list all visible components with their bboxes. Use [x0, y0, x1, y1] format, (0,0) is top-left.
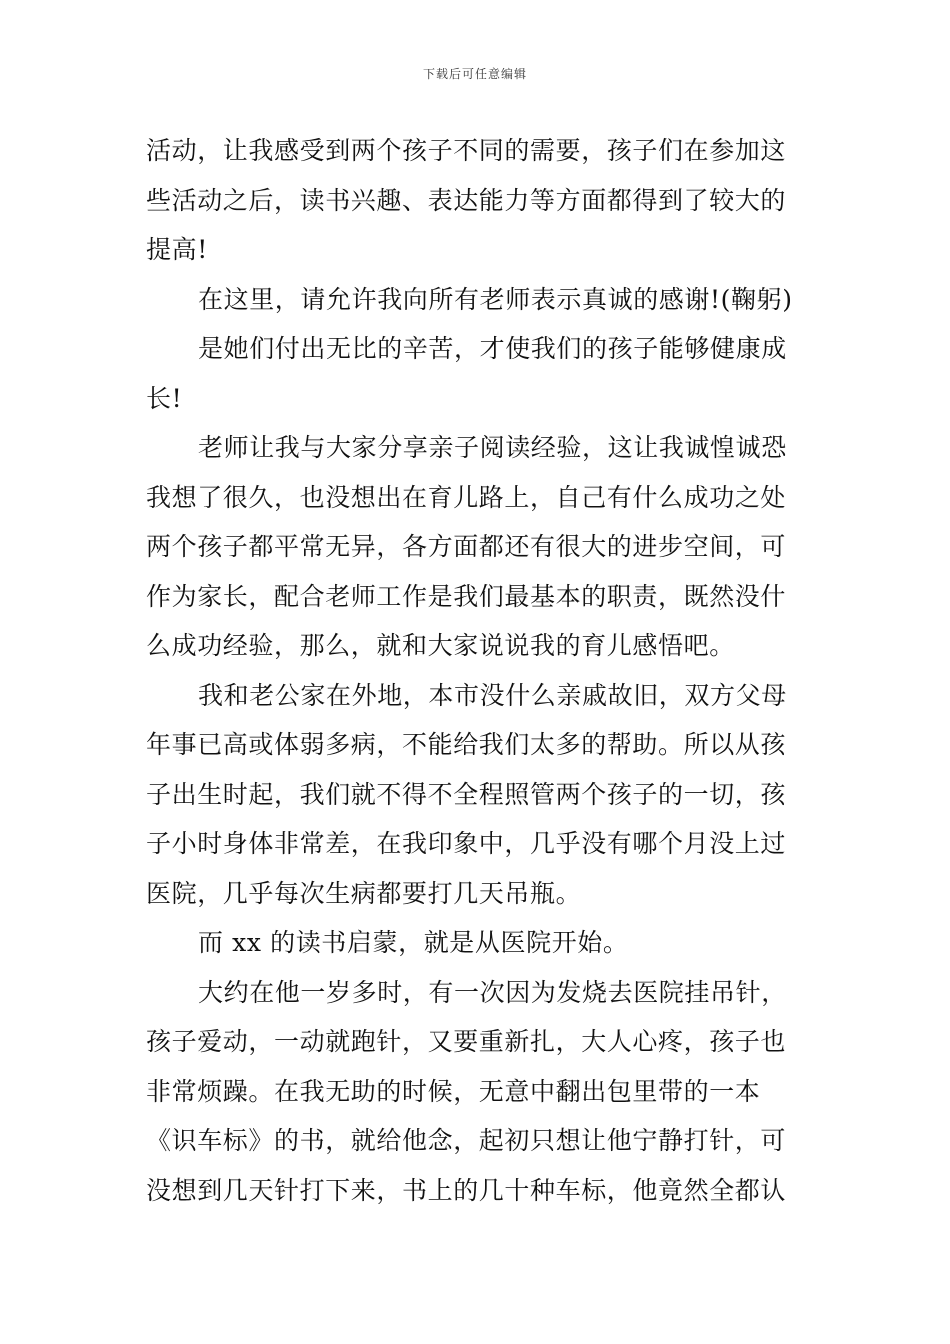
text-line: 医院，几乎每次生病都要打几天吊瓶。 — [146, 878, 582, 908]
document-body — [146, 126, 816, 1215]
paragraph-first-line: 大约在他一岁多时，有一次因为发烧去医院挂吊针， — [198, 977, 787, 1007]
text-line: 子小时身体非常差，在我印象中，几乎没有哪个月没上过 — [146, 829, 787, 858]
paragraph-first-line: 在这里，请允许我向所有老师表示真诚的感谢!(鞠躬) — [198, 284, 793, 314]
paragraph-first-line: 是她们付出无比的辛苦，才使我们的孩子能够健康成 — [198, 334, 787, 363]
text-line: 两个孩子都平常无异，各方面都还有很大的进步空间，可 — [146, 532, 787, 561]
text-line: 我想了很久，也没想出在育儿路上，自己有什么成功之处 — [146, 482, 787, 512]
page-header-note: 下载后可任意编辑 — [422, 67, 527, 81]
text-line: 么成功经验，那么，就和大家说说我的育儿感悟吧。 — [146, 631, 735, 660]
text-line: 提高! — [146, 235, 208, 264]
text-line: 年事已高或体弱多病，不能给我们太多的帮助。所以从孩 — [146, 730, 787, 759]
text-line: 长! — [146, 383, 183, 413]
text-line: 子出生时起，我们就不得不全程照管两个孩子的一切，孩 — [146, 779, 787, 809]
text-line: 作为家长，配合老师工作是我们最基本的职责，既然没什 — [146, 581, 787, 611]
text-line: 活动，让我感受到两个孩子不同的需要，孩子们在参加这 — [146, 136, 787, 165]
text-line: 《识车标》的书，就给他念，起初只想让他宁静打针，可 — [146, 1126, 787, 1155]
paragraph-first-line: 而 xx 的读书启蒙，就是从医院开始。 — [198, 928, 629, 957]
text-line: 没想到几天针打下来，书上的几十种车标，他竟然全都认 — [146, 1175, 787, 1205]
paragraph-first-line: 老师让我与大家分享亲子阅读经验，这让我诚惶诚恐 — [198, 433, 787, 462]
text-line: 些活动之后，读书兴趣、表达能力等方面都得到了较大的 — [146, 185, 787, 215]
paragraph-first-line: 我和老公家在外地，本市没什么亲戚故旧，双方父母 — [198, 680, 787, 710]
text-line: 孩子爱动，一动就跑针，又要重新扎，大人心疼，孩子也 — [146, 1027, 787, 1056]
text-line: 非常烦躁。在我无助的时候，无意中翻出包里带的一本 — [146, 1076, 761, 1106]
